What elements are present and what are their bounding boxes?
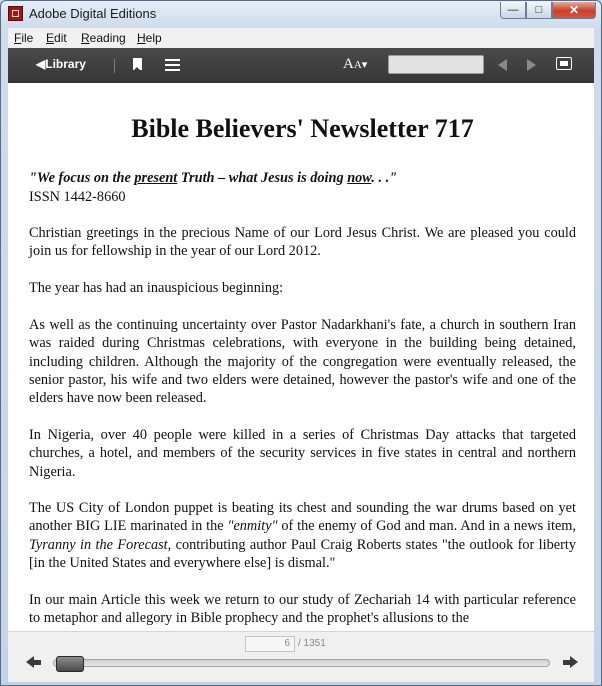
next-page-icon[interactable] <box>527 59 536 71</box>
motto-part: Truth – what Jesus is doing <box>177 170 348 186</box>
toc-line <box>165 59 180 61</box>
close-button[interactable] <box>552 2 596 19</box>
menu-reading-label: eading <box>89 31 126 45</box>
menu-file[interactable] <box>14 31 33 45</box>
status-bar <box>8 632 594 682</box>
paragraph-text: contributing author Paul Craig Roberts states "the outlook for liberty [in the United States and everywhere else] is dismal." <box>29 536 576 571</box>
library-label: Library <box>45 57 86 71</box>
font-size-large: A <box>343 56 354 72</box>
paragraph-nigeria: In Nigeria, over 40 people were killed in a series of Christmas Day attacks that targeted churches, a hotel, and members of the security services in five states in central and northern Nigeria. <box>29 427 576 480</box>
bookmark-icon[interactable] <box>133 58 142 70</box>
title-bar[interactable] <box>1 1 601 28</box>
menu-reading-accel: R <box>81 31 90 45</box>
previous-page-arrow-icon[interactable] <box>26 656 41 669</box>
maximize-button[interactable] <box>526 2 552 19</box>
menu-help-label: elp <box>145 31 162 45</box>
table-of-contents-icon[interactable] <box>165 59 180 71</box>
menu-file-accel: F <box>14 31 22 45</box>
menu-edit-label: dit <box>54 31 67 45</box>
motto-part: "We focus on the <box>29 170 135 186</box>
motto-part: . . ." <box>371 170 398 186</box>
previous-page-icon[interactable] <box>498 59 507 71</box>
page-number-input[interactable]: 6 <box>245 636 295 652</box>
page-slider[interactable] <box>53 659 550 667</box>
minimize-button[interactable] <box>500 2 526 19</box>
menu-help[interactable] <box>137 31 162 45</box>
page-slider-thumb[interactable] <box>56 656 84 672</box>
close-icon: ✕ <box>568 3 580 17</box>
reading-pane[interactable] <box>8 83 594 632</box>
paragraph-main-article: In our main Article this week we return to our study of Zechariah 14 with particular reference to metaphor and allegory in Bible prophecy and the prophet's allusions to the <box>29 592 576 627</box>
font-size-small: A <box>353 59 362 71</box>
emphasis-enmity: "enmity" <box>227 518 278 535</box>
motto-now: now <box>347 170 372 186</box>
toc-line <box>165 69 180 71</box>
search-input[interactable] <box>388 55 484 74</box>
menu-edit[interactable] <box>46 31 67 45</box>
motto-present: present <box>134 170 178 186</box>
library-button[interactable] <box>36 57 86 71</box>
menu-edit-accel: E <box>46 31 55 45</box>
window-controls <box>500 2 596 19</box>
newsletter-title: Bible Believers' Newsletter 717 <box>131 114 474 143</box>
minimize-icon: — <box>507 4 519 16</box>
fullscreen-icon[interactable] <box>556 57 572 70</box>
adobe-app-icon <box>8 6 23 21</box>
toolbar-divider <box>114 59 115 73</box>
library-back-icon: ◀ <box>36 57 46 71</box>
paragraph-beginning: The year has had an inauspicious beginning: <box>29 280 284 296</box>
maximize-icon: □ <box>535 4 543 16</box>
paragraph-iran: As well as the continuing uncertainty over Pastor Nadarkhani's fate, a church in southern Iran was raided during Christmas celebrations, with everyone in the building being detained, including children. Although the majority of the congregation were eventually released, the senior pastor, his wife and two elders were detained, however the pastor's wife and one of the elders have now been released. <box>29 317 576 407</box>
paragraph-greeting: Christian greetings in the precious Name of our Lord Jesus Christ. We are pleased you could join us for fellowship in the year of our Lord 2012. <box>29 225 576 260</box>
menu-reading[interactable] <box>81 31 126 45</box>
paragraph-london <box>29 499 576 572</box>
window-title: Adobe Digital Editions <box>29 6 157 21</box>
font-size-icon[interactable]: AA▾ <box>343 56 368 72</box>
menu-help-accel: H <box>137 31 146 45</box>
menu-file-label: ile <box>21 31 34 45</box>
toc-line <box>165 64 180 66</box>
paragraph-text: of the enemy of God and man. And in a news item, <box>277 518 576 535</box>
page-total: / 1351 <box>298 638 326 649</box>
next-page-arrow-icon[interactable] <box>563 656 578 669</box>
paragraph-text: The US City of London puppet is beating its chest and sounding the war drums based on yet another BIG LIE marinated in the <box>29 500 576 535</box>
emphasis-tyranny: Tyranny in the Forecast, <box>29 536 172 553</box>
menu-bar <box>8 28 594 49</box>
issn: ISSN 1442-8660 <box>29 189 126 205</box>
newsletter-motto <box>29 169 576 187</box>
reader-toolbar <box>8 48 594 83</box>
